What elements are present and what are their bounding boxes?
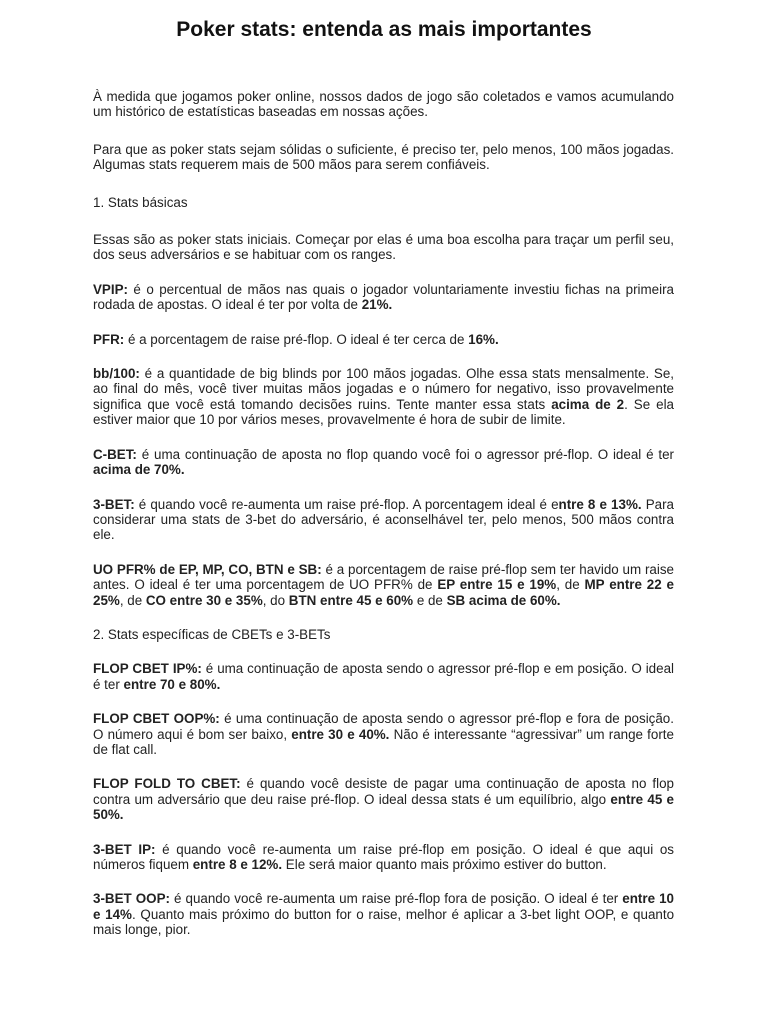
stat-uo-pfr-text: é a porcentagem de raise pré-flop sem ter havido um raise antes. O ideal é ter uma porcentagem de UO PFR% de bbox=[93, 561, 674, 593]
section-heading-2 bbox=[93, 627, 674, 642]
stat-flop-cbet-oop-text-1: é uma continuação de aposta sendo o agressor pré-flop e fora de posição. O número aqui é bom ser baixo, bbox=[93, 711, 674, 742]
stat-vpip-text: é o percentual de mãos nas quais o jogador voluntariamente investiu fichas na primeira rodada de apostas. O ideal é ter por volta de bbox=[93, 281, 674, 313]
stat-pfr-term: PFR: bbox=[93, 331, 125, 347]
stat-pfr-value: 16%. bbox=[468, 331, 499, 347]
stat-3bet-ip-value: entre 8 e 12%. bbox=[192, 857, 283, 872]
stat-flop-fold-to-cbet-text: é quando você desiste de pagar uma continuação de aposta no flop contra um adversário que deu raise pré-flop. O ideal dessa stats é um equilíbrio, algo bbox=[93, 776, 674, 807]
stat-pfr-text: é a porcentagem de raise pré-flop. O ideal é ter cerca de bbox=[124, 331, 469, 347]
stat-flop-cbet-ip-value: entre 70 e 80%. bbox=[123, 676, 221, 692]
stat-3bet-oop-text-1: é quando você re-aumenta um raise pré-flop fora de posição. O ideal é ter bbox=[169, 891, 623, 907]
stat-3bet-ip-text-1: é quando você re-aumenta um raise pré-flop em posição. O ideal é que aqui os números fiquem bbox=[93, 841, 674, 872]
stat-uo-pfr-sb: SB acima de 60%. bbox=[446, 592, 561, 608]
stat-bb100 bbox=[93, 366, 674, 428]
stat-uo-pfr-sep-3: , do bbox=[262, 592, 289, 608]
section-1-intro bbox=[93, 232, 674, 263]
stat-uo-pfr bbox=[93, 562, 674, 608]
section-heading-1-text: 1. Stats básicas bbox=[93, 194, 188, 210]
stat-uo-pfr-sep-1: , de bbox=[556, 577, 585, 593]
stat-cbet-value: acima de 70%. bbox=[93, 462, 185, 478]
stat-uo-pfr-mp: MP entre 22 e 25% bbox=[93, 577, 674, 608]
stat-uo-pfr-sep-2: , de bbox=[119, 592, 146, 608]
document-body bbox=[93, 89, 674, 938]
stat-vpip bbox=[93, 282, 674, 313]
stat-uo-pfr-co: CO entre 30 e 35% bbox=[145, 592, 263, 608]
stat-bb100-value: acima de 2 bbox=[551, 396, 625, 412]
stat-3bet-term: 3-BET: bbox=[93, 496, 135, 512]
stat-3bet bbox=[93, 497, 674, 543]
stat-flop-fold-to-cbet-term: FLOP FOLD TO CBET: bbox=[93, 776, 241, 792]
stat-3bet-ip bbox=[93, 842, 674, 873]
stat-bb100-text-1: é a quantidade de big blinds por 100 mãos jogadas. Olhe essa stats mensalmente. Se, ao final do mês, você tiver muitas mãos jogadas e o número for negativo, isso provavelmente significa que você está tomando decisões ruins. Tente manter essa stats bbox=[93, 366, 674, 412]
stat-flop-cbet-oop bbox=[93, 711, 674, 757]
stat-3bet-oop-text-2: . Quanto mais próximo do button for o raise, melhor é aplicar a 3-bet light OOP, e quanto mais longe, pior. bbox=[93, 906, 675, 938]
stat-cbet bbox=[93, 447, 674, 478]
intro-paragraph-2 bbox=[93, 142, 674, 173]
stat-3bet-value: ntre 8 e 13%. bbox=[558, 496, 642, 512]
stat-vpip-term: VPIP: bbox=[93, 281, 128, 297]
stat-flop-cbet-ip-text: é uma continuação de aposta sendo o agressor pré-flop e em posição. O ideal é ter bbox=[93, 661, 675, 692]
stat-flop-cbet-ip bbox=[93, 661, 674, 692]
stat-uo-pfr-ep: EP entre 15 e 19% bbox=[437, 577, 557, 593]
stat-3bet-oop bbox=[93, 891, 674, 937]
stat-3bet-text-1: é quando você re-aumenta um raise pré-flop. A porcentagem ideal é e bbox=[134, 496, 559, 512]
stat-uo-pfr-sep-4: e de bbox=[413, 592, 447, 608]
stat-3bet-oop-value: entre 10 e 14% bbox=[93, 891, 674, 922]
section-heading-2-text: 2. Stats específicas de CBETs e 3-BETs bbox=[93, 626, 331, 642]
intro-text-2: Para que as poker stats sejam sólidas o suficiente, é preciso ter, pelo menos, 100 mãos jogadas. Algumas stats requerem mais de 500 mãos para serem confiáveis. bbox=[93, 141, 674, 173]
stat-3bet-text-2: Para considerar uma stats de 3-bet do adversário, é aconselhável ter, pelo menos, 500 mãos contra ele. bbox=[93, 496, 674, 543]
stat-pfr bbox=[93, 332, 674, 347]
stat-vpip-value: 21%. bbox=[361, 297, 393, 313]
stat-cbet-text: é uma continuação de aposta no flop quando você foi o agressor pré-flop. O ideal é ter bbox=[136, 446, 674, 462]
stat-3bet-ip-text-2: Ele será maior quanto mais próximo estiver do button. bbox=[282, 857, 607, 872]
stat-uo-pfr-term: UO PFR% de EP, MP, CO, BTN e SB: bbox=[93, 561, 322, 577]
stat-bb100-term: bb/100: bbox=[93, 366, 140, 382]
stat-bb100-text-2: . Se ela estiver maior que 10 por vários meses, provavelmente é hora de subir de limite. bbox=[93, 396, 674, 428]
stat-3bet-oop-term: 3-BET OOP: bbox=[93, 891, 170, 907]
stat-3bet-ip-term: 3-BET IP: bbox=[93, 841, 156, 857]
stat-flop-fold-to-cbet bbox=[93, 776, 674, 822]
stat-flop-cbet-oop-text-2: Não é interessante “agressivar” um range forte de flat call. bbox=[93, 726, 674, 757]
page-title: Poker stats: entenda as mais importantes bbox=[176, 18, 592, 41]
stat-flop-fold-to-cbet-value: entre 45 e 50%. bbox=[93, 791, 675, 823]
stat-flop-cbet-oop-term: FLOP CBET OOP%: bbox=[93, 711, 220, 727]
section-heading-1 bbox=[93, 195, 674, 210]
section-1-intro-text: Essas são as poker stats iniciais. Começar por elas é uma boa escolha para traçar um perfil seu, dos seus adversários e se habituar com os ranges. bbox=[93, 232, 674, 263]
intro-paragraph-1 bbox=[93, 89, 674, 120]
stat-flop-cbet-oop-value: entre 30 e 40%. bbox=[291, 726, 390, 742]
stat-cbet-term: C-BET: bbox=[93, 446, 137, 462]
stat-uo-pfr-btn: BTN entre 45 e 60% bbox=[288, 592, 414, 608]
stat-flop-cbet-ip-term: FLOP CBET IP%: bbox=[93, 661, 202, 677]
intro-text-1: À medida que jogamos poker online, nossos dados de jogo são coletados e vamos acumulando um histórico de estatísticas baseadas em nossas ações. bbox=[93, 89, 674, 120]
